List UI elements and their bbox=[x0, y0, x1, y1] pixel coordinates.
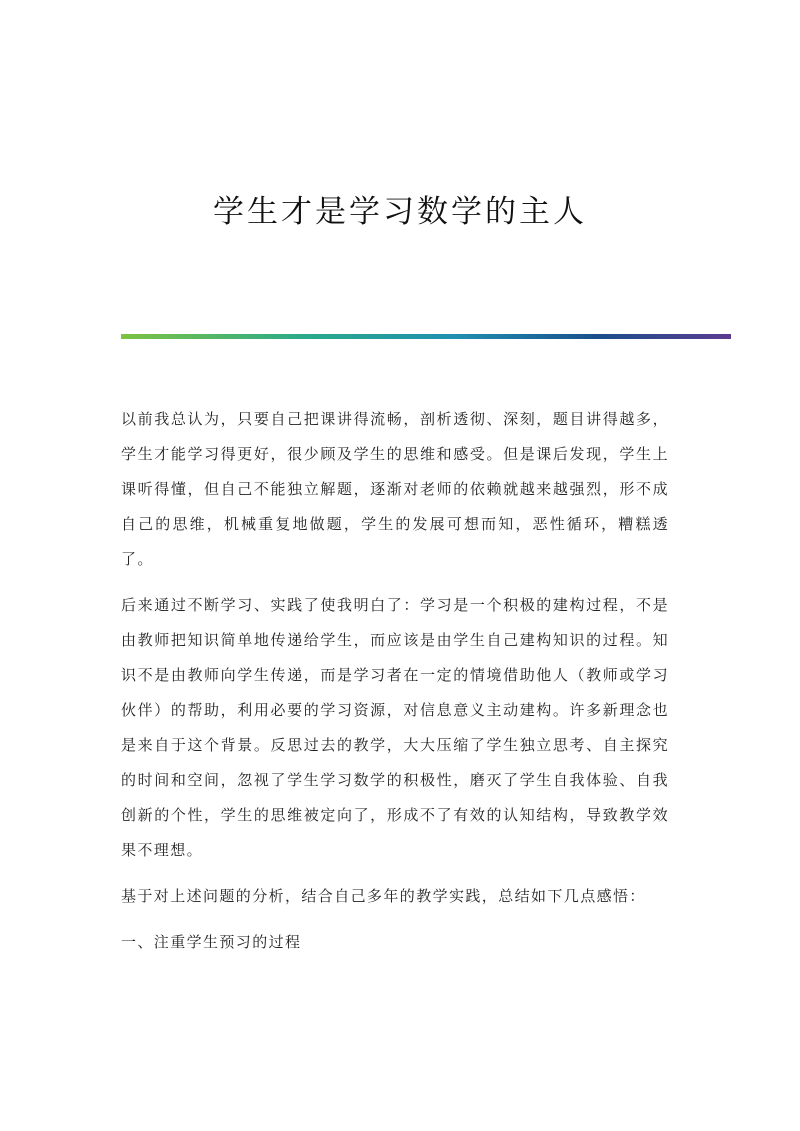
document-body bbox=[121, 402, 669, 971]
paragraph-3: 基于对上述问题的分析，结合自己多年的教学实践，总结如下几点感悟： bbox=[121, 887, 646, 905]
paragraph-1: 以前我总认为，只要自己把课讲得流畅，剖析透彻、深刻，题目讲得越多，学生才能学习得更好，很少顾及学生的思维和感受。但是课后发现，学生上课听得懂，但自己不能独立解题，逐渐对老师的依赖就越来越强烈，形不成自己的思维，机械重复地做题，学生的发展可想而知，恶性循环，糟糕透了。 bbox=[121, 410, 669, 568]
document-title: 学生才是学习数学的主人 bbox=[213, 194, 587, 230]
title-divider-rule bbox=[121, 334, 731, 339]
section-heading: 一、注重学生预习的过程 bbox=[121, 933, 302, 951]
paragraph-2: 后来通过不断学习、实践了使我明白了：学习是一个积极的建构过程，不是由教师把知识简单地传递给学生，而应该是由学生自己建构知识的过程。知识不是由教师向学生传递，而是学习者在一定的情境借助他人（教师或学习伙伴）的帮助，利用必要的学习资源，对信息意义主动建构。许多新理念也是来自于这个背景。反思过去的教学，大大压缩了学生独立思考、自主探究的时间和空间，忽视了学生学习数学的积极性，磨灭了学生自我体验、自我创新的个性，学生的思维被定向了，形成不了有效的认知结构，导致教学效果不理想。 bbox=[121, 596, 669, 859]
